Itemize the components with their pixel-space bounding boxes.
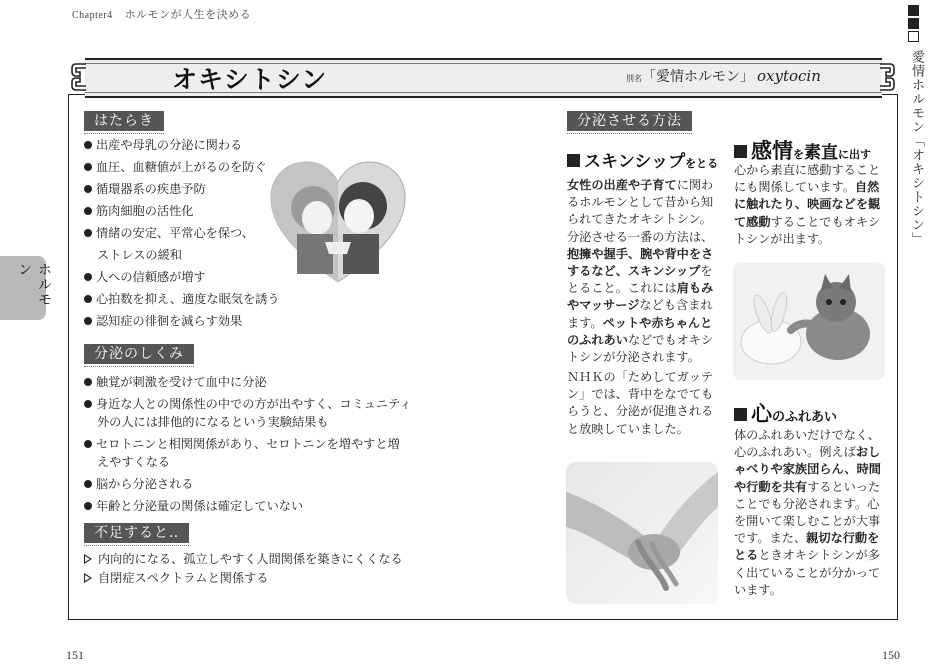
page-number-right: 150 <box>882 648 900 662</box>
mechanism-item-cont: えやすくなる <box>97 455 171 469</box>
function-item: 循環器系の疾患予防 <box>84 181 206 198</box>
heart-paragraph: 体のふれあいだけでなく、心のふれあい。例えばおしゃべりや家族団らん、時間や行動を共有するといったことでも分泌されます。心を開いて楽しむことが大事です。また、親切な行動をとるときオキシトシンが多く出ていることが分かっています。 <box>734 428 881 597</box>
holding-hands-photo-icon <box>566 462 718 604</box>
function-item-cont: ストレスの緩和 <box>97 248 182 262</box>
kitten-rabbit-photo-icon <box>733 262 885 380</box>
emotion-paragraph: 心から素直に感動することにも関係しています。自然に触れたり、映画などを観て感動することでもオキシトシンが出ます。 <box>734 163 881 246</box>
functions-label: はたらき <box>84 111 164 131</box>
left-index-tab <box>0 256 52 320</box>
english-name: oxytocin <box>757 67 821 85</box>
function-item: 認知症の徘徊を減らす効果 <box>84 313 242 330</box>
ornament-left-icon <box>70 62 88 92</box>
mechanism-item: 脳から分泌される <box>84 476 194 493</box>
alias-line <box>626 66 821 86</box>
chapter-title: ホルモンが人生を決める <box>124 8 252 21</box>
emotion-heading: 感情を素直に出す <box>734 135 871 165</box>
mechanism-item: 年齢と分泌量の関係は確定していない <box>84 498 303 515</box>
function-item: 人への信頼感が増す <box>84 269 206 286</box>
lack-item: 内向的になる、孤立しやすく人間関係を築きにくくなる <box>84 551 403 568</box>
methods-label: 分泌させる方法 <box>567 111 692 131</box>
left-tab-label: ホルモン <box>16 262 52 307</box>
heart-couple-illustration-icon <box>267 158 409 286</box>
function-item: 血圧、血糖値が上がるのを防ぐ <box>84 159 267 176</box>
page-title: オキシトシン <box>172 65 328 94</box>
skinship-heading: スキンシップをとる <box>567 147 718 172</box>
side-marker-icon <box>908 5 922 44</box>
alias-name: 「愛情ホルモン」 <box>642 69 754 85</box>
side-vertical-title: 愛情ホルモン「オキシトシン」 <box>909 50 924 246</box>
skinship-paragraph: 女性の出産や子育てに関わるホルモンとして昔から知られてきたオキシトシン。分泌させる一番の方法は、抱擁や握手、腕や背中をさするなど、スキンシップをとること。これには肩もみやマッサージなども含まれます。ペットや赤ちゃんとのふれあいなどでもオキシトシンが分泌されます。 <box>567 178 714 365</box>
heart-heading: 心のふれあい <box>734 398 837 428</box>
skinship-paragraph-2: ＮＨＫの「ためしてガッテン」では、背中をなでてもらうと、分泌が促進されると放映していました。 <box>567 370 714 436</box>
mechanism-item: セロトニンと相関関係があり、セロトニンを増やすと増 <box>84 436 400 453</box>
function-item: 情緒の安定、平常心を保つ、 <box>84 225 254 242</box>
function-item: 筋肉細胞の活性化 <box>84 203 194 220</box>
mechanism-item-cont: 外の人には排他的になるという実験結果も <box>97 415 329 429</box>
mechanism-item: 身近な人との関係性の中での方が出やすく、コミュニティ <box>84 396 411 413</box>
lack-label: 不足すると‥ <box>84 523 189 543</box>
lack-item: 自閉症スペクトラムと関係する <box>84 570 269 587</box>
function-item: 出産や母乳の分泌に関わる <box>84 137 242 154</box>
mechanism-label: 分泌のしくみ <box>84 344 194 364</box>
chapter-label: Chapter4 <box>72 10 113 21</box>
mechanism-item: 触覚が刺激を受けて血中に分泌 <box>84 374 267 391</box>
ornament-right-icon <box>878 62 896 92</box>
function-item: 心拍数を抑え、適度な眠気を誘う <box>84 291 280 308</box>
alias-prefix: 別名 <box>626 74 642 83</box>
chapter-header <box>72 6 251 22</box>
page-number-left: 151 <box>66 648 84 662</box>
